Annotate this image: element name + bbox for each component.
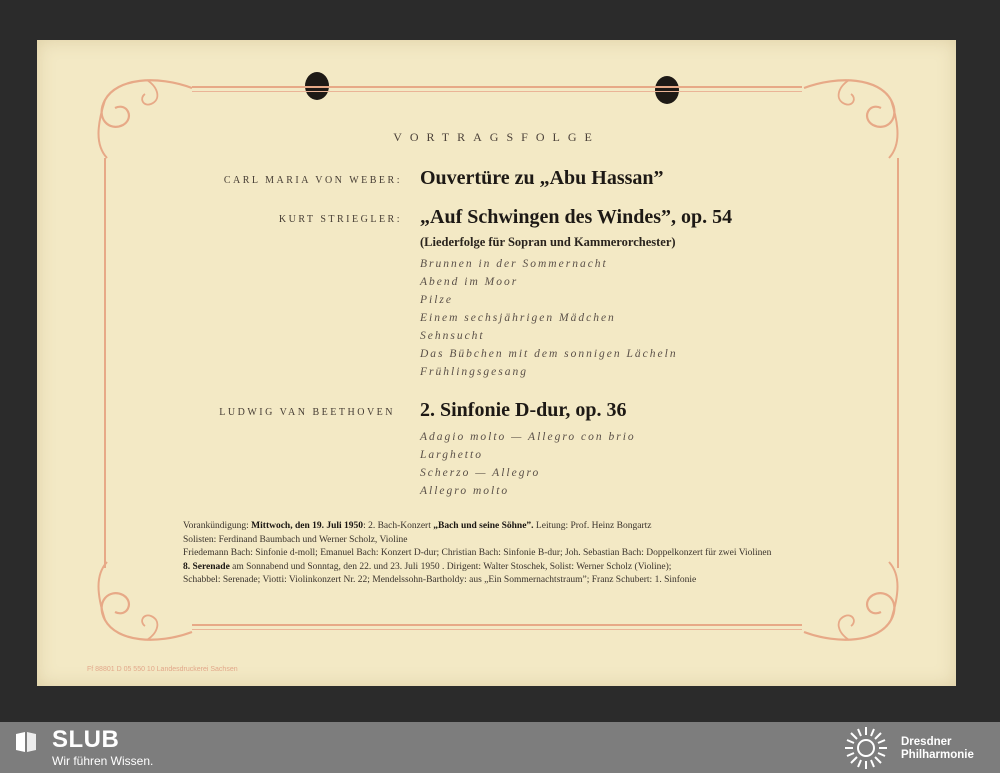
- announcement-notes: [183, 520, 833, 588]
- movement-item: Frühlingsgesang: [420, 366, 528, 378]
- footer-bar: [0, 722, 1000, 773]
- movement-item: Das Bübchen mit dem sonnigen Lächeln: [420, 348, 678, 360]
- movement-item: Allegro molto: [420, 485, 510, 497]
- sunburst-logo-icon[interactable]: [843, 725, 889, 771]
- movement-item: Brunnen in der Sommernacht: [420, 258, 608, 270]
- frame-right-line: [897, 158, 899, 568]
- book-icon: [14, 730, 38, 754]
- movement-item: Abend im Moor: [420, 276, 519, 288]
- partner-name: Dresdner Philharmonie: [901, 736, 974, 761]
- frame-bottom-line: [192, 624, 802, 626]
- frame-top-line-inner: [192, 91, 802, 92]
- corner-ornament-top-left: [87, 70, 197, 160]
- frame-top-line: [192, 86, 802, 88]
- movement-item: Scherzo — Allegro: [420, 467, 541, 479]
- movement-item: Sehnsucht: [420, 330, 485, 342]
- program-heading: VORTRAGSFOLGE: [393, 130, 600, 144]
- printer-mark: Ff 88801 D 05 550 10 Landesdruckerei Sachsen: [87, 666, 238, 673]
- work-title-weber: Ouvertüre zu „Abu Hassan”: [420, 167, 664, 189]
- program-card: [37, 40, 956, 686]
- work-title-beethoven: 2. Sinfonie D-dur, op. 36: [420, 399, 627, 421]
- announcement-line: Vorankündigung: Mittwoch, den 19. Juli 1950: 2. Bach-Konzert „Bach und seine Söhne”. Leitung: Prof. Heinz Bongartz: [183, 521, 652, 531]
- library-logo-text[interactable]: SLUB: [52, 726, 120, 753]
- corner-ornament-bottom-left: [87, 560, 197, 650]
- composer-weber: CARL MARIA VON WEBER:: [223, 175, 402, 186]
- announcement-line: Solisten: Ferdinand Baumbach und Werner Scholz, Violine: [183, 534, 408, 545]
- composer-beethoven: LUDWIG VAN BEETHOVEN: [219, 407, 395, 418]
- announcement-line: Schabbel: Serenade; Viotti: Violinkonzert Nr. 22; Mendelssohn-Bartholdy: aus „Ein Sommernachtstraum”; Franz Schubert: 1. Sinfonie: [183, 575, 697, 585]
- announcement-line: Friedemann Bach: Sinfonie d-moll; Emanuel Bach: Konzert D-dur; Christian Bach: Sinfonie B-dur; Joh. Sebastian Bach: Doppelkonzert für zwei Violinen: [183, 548, 772, 558]
- movement-item: Einem sechsjährigen Mädchen: [420, 312, 616, 324]
- work-subtitle-striegler: (Liederfolge für Sopran und Kammerorchester): [420, 235, 676, 249]
- corner-ornament-top-right: [799, 70, 909, 160]
- library-tagline: Wir führen Wissen.: [52, 754, 154, 768]
- announcement-line: 8. Serenade am Sonnabend und Sonntag, den 22. und 23. Juli 1950 . Dirigent: Walter Stoschek, Solist: Werner Scholz (Violine);: [183, 561, 672, 572]
- movement-item: Pilze: [420, 294, 453, 306]
- punch-hole: [655, 76, 679, 104]
- work-title-striegler: „Auf Schwingen des Windes”, op. 54: [420, 206, 733, 228]
- movement-item: Adagio molto — Allegro con brio: [420, 431, 636, 443]
- movement-item: Larghetto: [420, 449, 483, 461]
- composer-striegler: KURT STRIEGLER:: [278, 214, 402, 225]
- frame-bottom-line-inner: [192, 629, 802, 630]
